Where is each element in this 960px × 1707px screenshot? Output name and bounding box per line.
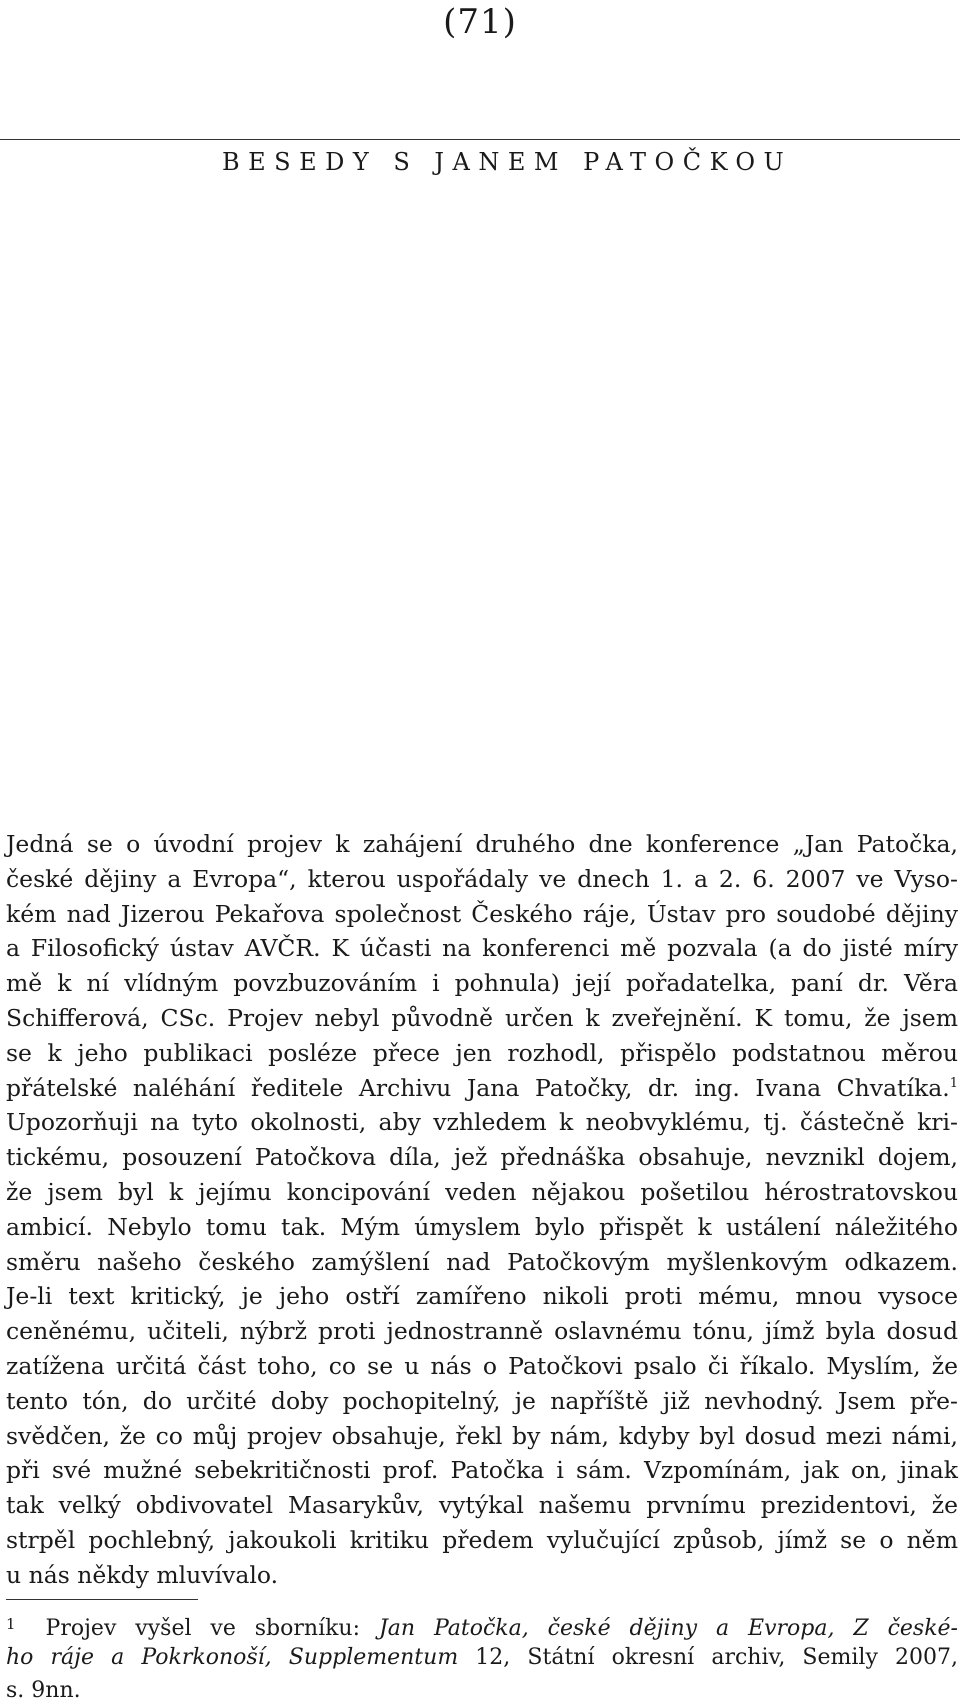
body-paragraph bbox=[6, 827, 958, 1593]
footnote-line: s. 9nn. bbox=[6, 1678, 81, 1703]
text-line: české dějiny a Evropa“, kterou uspořádaly ve dnech 1. a 2. 6. 2007 ve Vyso- bbox=[6, 864, 958, 893]
text-line: se k jeho publikaci posléze přece jen rozhodl, přispělo podstatnou měrou bbox=[6, 1038, 958, 1067]
text-line: ambicí. Nebylo tomu tak. Mým úmyslem bylo přispět k ustálení náležitého bbox=[6, 1212, 958, 1241]
footnote-mark: 1 bbox=[6, 1615, 16, 1633]
chapter-title: BESEDY S JANEM PATOČKOU bbox=[222, 148, 793, 176]
text-line: tento tón, do určité doby pochopitelný, je napříště již nevhodný. Jsem pře- bbox=[6, 1386, 958, 1415]
text-line: zatížena určitá část toho, co se u nás o Patočkovi psalo či říkalo. Myslím, že bbox=[6, 1351, 958, 1380]
text-line: strpěl pochlebný, jakoukoli kritiku předem vylučující způsob, jímž se o něm bbox=[6, 1525, 958, 1554]
text-line: Je-li text kritický, je jeho ostří zamířeno nikoli proti mému, mnou vysoce bbox=[6, 1282, 958, 1311]
text-line: mě k ní vlídným povzbuzováním i pohnula) její pořadatelka, paní dr. Věra bbox=[6, 969, 958, 998]
text-line: směru našeho českého zamýšlení nad Patočkovým myšlenkovým odkazem. bbox=[6, 1247, 958, 1276]
text-line: tickému, posouzení Patočkova díla, jež přednáška obsahuje, nevznikl dojem, bbox=[6, 1143, 958, 1172]
text-line: svědčen, že co můj projev obsahuje, řekl by nám, kdyby byl dosud mezi námi, bbox=[6, 1421, 958, 1450]
header-rule bbox=[0, 139, 960, 140]
text-line: ceněnému, učiteli, nýbrž proti jednostranně oslavnému tónu, jímž byla dosud bbox=[6, 1317, 958, 1346]
text-line-content: přátelské naléhání ředitele Archivu Jana Patočky, dr. ing. Ivana Chvatíka. bbox=[6, 1073, 950, 1102]
text-line: kém nad Jizerou Pekařova společnost Českého ráje, Ústav pro soudobé dějiny bbox=[6, 899, 958, 928]
footnote bbox=[6, 1608, 958, 1707]
page-number: (71) bbox=[443, 2, 517, 42]
footnote-rule bbox=[6, 1599, 198, 1600]
footnote-italic: ho ráje a Pokrkonoší, bbox=[6, 1645, 289, 1670]
text-line: Schifferová, CSc. Projev nebyl původně určen k zveřejnění. K tomu, že jsem bbox=[6, 1003, 958, 1032]
text-line: Jedná se o úvodní projev k zahájení druhého dne konference „Jan Patočka, bbox=[6, 830, 958, 858]
text-line: tak velký obdivovatel Masarykův, vytýkal našemu prvnímu prezidentovi, že bbox=[6, 1491, 958, 1520]
footnote-text: 12, Státní okresní archiv, Semily 2007, bbox=[458, 1645, 958, 1670]
text-line: při své mužné sebekritičnosti prof. Patočka i sám. Vzpomínám, jak on, jinak bbox=[6, 1456, 958, 1485]
text-line: a Filosofický ústav AVČR. K účasti na konferenci mě pozvala (a do jisté míry bbox=[6, 934, 958, 963]
text-line: u nás někdy mluvívalo. bbox=[6, 1560, 279, 1589]
footnote-italic: Jan Patočka, české dějiny a Evropa, Z české- bbox=[378, 1616, 958, 1641]
footnote-line bbox=[6, 1641, 958, 1674]
footnote-line bbox=[6, 1608, 958, 1641]
text-line: Upozorňuji na tyto okolnosti, aby vzhledem k neobvyklému, tj. částečně kri- bbox=[6, 1108, 958, 1137]
text-line bbox=[6, 1071, 958, 1106]
footnote-reference[interactable]: 1 bbox=[949, 1075, 958, 1091]
text-line: že jsem byl k jejímu koncipování veden nějakou pošetilou hérostratovskou bbox=[6, 1177, 958, 1206]
footnote-text: Projev vyšel ve sborníku: bbox=[45, 1616, 379, 1641]
footnote-italic: Supplementum bbox=[288, 1645, 459, 1670]
